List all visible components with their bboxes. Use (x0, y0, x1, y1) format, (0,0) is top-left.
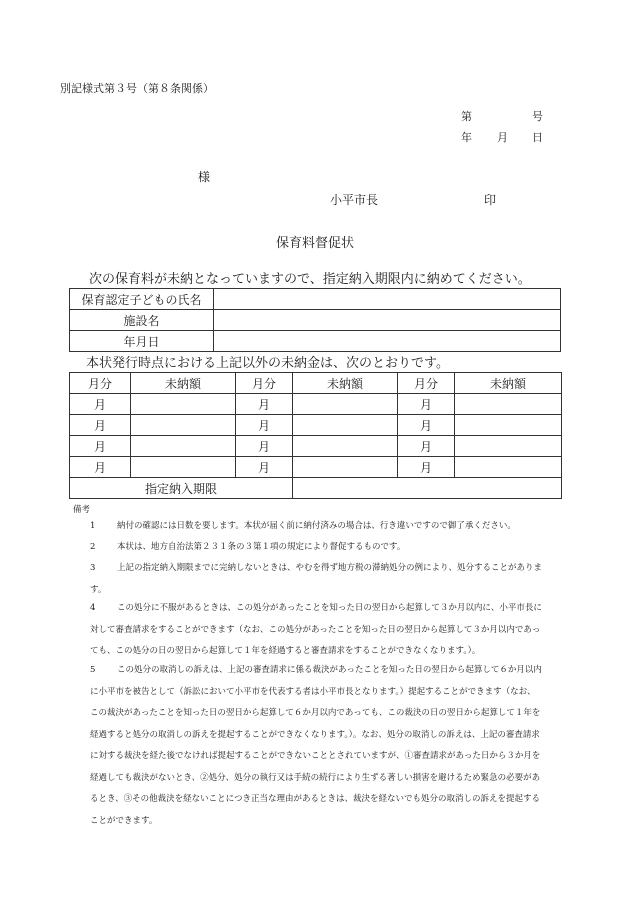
facility-name-value (214, 310, 561, 331)
amount-cell (293, 394, 398, 415)
column-header-amount: 未納額 (131, 373, 236, 394)
note-number: 1 (90, 521, 96, 531)
amount-cell (131, 436, 236, 457)
amount-cell (293, 415, 398, 436)
column-header-amount: 未納額 (455, 373, 562, 394)
table-row (70, 394, 562, 415)
amount-cell (131, 457, 236, 478)
month-cell: 月 (70, 457, 131, 478)
amount-cell (455, 436, 562, 457)
facility-name-label: 施設名 (70, 310, 214, 331)
note-number: 2 (90, 542, 96, 552)
balance-intro-text: 本状発行時点における上記以外の未納金は、次のとおりです。 (86, 356, 449, 371)
note-number: 3 (90, 563, 96, 573)
note-text: 本状は、地方自治法第２３１条の３第１項の規定により督促するものです。 (117, 542, 406, 552)
table-row (70, 415, 562, 436)
note-text: この処分に不服があるときは、この処分があったことを知った日の翌日から起算して３か月以内に、小平市長に対して審査請求をすることができます（なお、この処分があったことを知った日の翌日から起算して３か月以内であっても、この処分の日の翌日から起算して１年を経過すると審査請求をすることができなくなります。）。 (90, 603, 542, 656)
month-cell: 月 (70, 436, 131, 457)
month-cell: 月 (398, 415, 455, 436)
month-cell: 月 (236, 415, 293, 436)
amount-cell (131, 415, 236, 436)
column-header-month: 月分 (236, 373, 293, 394)
child-info-table (69, 288, 561, 352)
table-row (70, 331, 561, 352)
date-day-label: 日 (532, 131, 543, 144)
document-number-label: 第 (461, 110, 472, 123)
column-header-amount: 未納額 (293, 373, 398, 394)
note-text: 納付の確認には日数を要します。本状が届く前に納付済みの場合は、行き違いですので御了承ください。 (117, 521, 516, 531)
table-header-row (70, 373, 562, 394)
notes-heading: 備考 (73, 505, 91, 515)
child-name-label: 保育認定子どもの氏名 (70, 289, 214, 310)
month-cell: 月 (398, 436, 455, 457)
month-cell: 月 (70, 415, 131, 436)
table-row (70, 310, 561, 331)
recipient-honorific: 様 (198, 170, 211, 184)
date-year-label: 年 (461, 131, 472, 144)
note-number: 4 (90, 603, 96, 613)
table-row (70, 436, 562, 457)
month-cell: 月 (398, 394, 455, 415)
table-row (70, 478, 562, 499)
date-value (214, 331, 561, 352)
amount-cell (455, 394, 562, 415)
date-label: 年月日 (70, 331, 214, 352)
month-cell: 月 (236, 436, 293, 457)
amount-cell (131, 394, 236, 415)
unpaid-balance-table (69, 372, 562, 499)
note-text: この処分の取消しの訴えは、上記の審査請求に係る裁決があったことを知った日の翌日から起算して６か月以内に小平市を被告として（訴訟において小平市を代表する者は小平市長となります。）提起することができます（なお、この裁決があったことを知った日の翌日から起算して６か月以内であっても、この裁決の日の翌日から起算して１年を経過すると処分の取消しの訴えを提起することができなくなります。）。なお、処分の取消しの訴えは、上記の審査請求に対する裁決を経た後でなければ提起することができないこととされていますが、①審査請求があった日から３か月を経過しても裁決がないとき、②処分、処分の執行又は手続の続行により生ずる著しい損害を避けるため緊急の必要があるとき、③その他裁決を経ないことにつき正当な理由があるときは、裁決を経ないでも処分の取消しの訴えを提起することができます。 (90, 665, 542, 826)
intro-text: 次の保育料が未納となっていますので、指定納入期限内に納めてください。 (89, 272, 531, 287)
date-month-label: 月 (497, 131, 508, 144)
month-cell: 月 (236, 457, 293, 478)
note-number: 5 (90, 665, 96, 675)
amount-cell (293, 436, 398, 457)
table-row (70, 289, 561, 310)
seal-mark: 印 (484, 193, 497, 207)
column-header-month: 月分 (70, 373, 131, 394)
document-number-suffix: 号 (532, 110, 543, 123)
amount-cell (455, 457, 562, 478)
deadline-value (293, 478, 562, 499)
document-title: 保育料督促状 (275, 236, 354, 251)
note-text: 上記の指定納入期限までに完納しないときは、やむを得ず地方税の滞納処分の例により、処分することがあります。 (90, 563, 543, 595)
deadline-label: 指定納入期限 (70, 478, 293, 499)
table-row (70, 457, 562, 478)
form-reference: 別記様式第３号（第８条関係） (60, 82, 214, 95)
amount-cell (455, 415, 562, 436)
column-header-month: 月分 (398, 373, 455, 394)
amount-cell (293, 457, 398, 478)
child-name-value (214, 289, 561, 310)
issuer-name: 小平市長 (330, 193, 379, 207)
month-cell: 月 (70, 394, 131, 415)
month-cell: 月 (398, 457, 455, 478)
month-cell: 月 (236, 394, 293, 415)
